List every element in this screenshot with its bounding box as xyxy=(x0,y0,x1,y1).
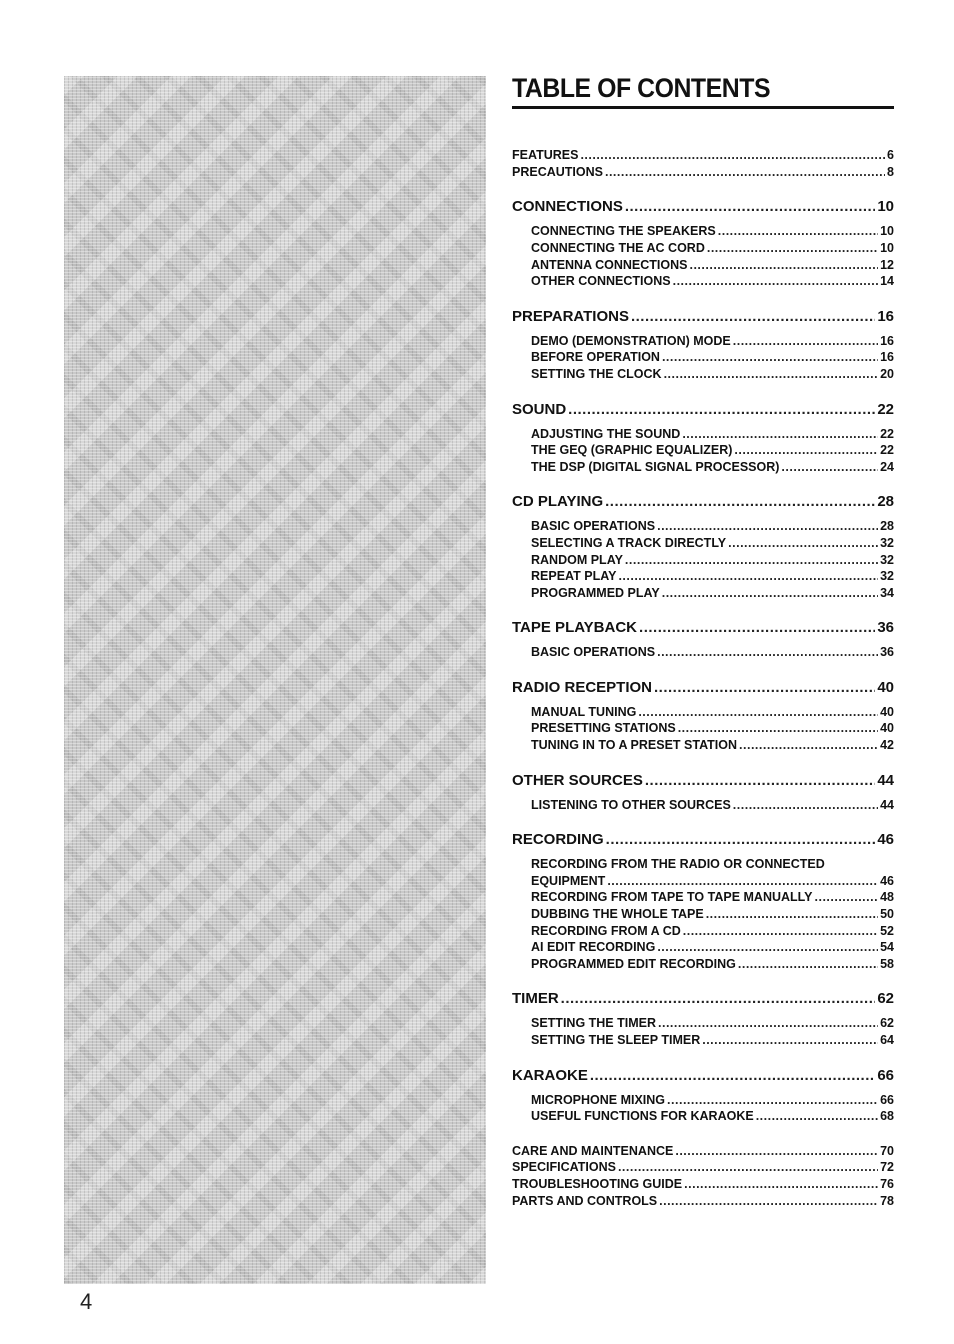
toc-entries xyxy=(512,147,894,1210)
toc-entry[interactable] xyxy=(531,889,894,906)
entry-page: 12 xyxy=(880,257,894,272)
entry-page: 10 xyxy=(880,224,894,239)
toc-entry[interactable] xyxy=(531,906,894,923)
entry-label: RECORDING FROM THE RADIO OR CONNECTED xyxy=(531,857,825,872)
decorative-texture-panel xyxy=(64,76,486,1284)
leader-dots xyxy=(706,906,878,923)
section-radio-reception xyxy=(512,678,894,754)
toc-entry[interactable] xyxy=(531,720,894,737)
leader-dots xyxy=(645,771,875,791)
toc-entry[interactable] xyxy=(531,535,894,552)
entry-page: 40 xyxy=(880,721,894,736)
section-page: 40 xyxy=(877,678,894,696)
section-label: TIMER xyxy=(512,990,559,1008)
leader-dots xyxy=(618,1159,878,1176)
section-items xyxy=(512,223,894,289)
entry-page: 10 xyxy=(880,240,894,255)
entry-label: LISTENING TO OTHER SOURCES xyxy=(531,797,731,812)
leader-dots xyxy=(657,939,878,956)
entry-page: 48 xyxy=(880,890,894,905)
toc-entry[interactable] xyxy=(531,956,894,973)
leader-dots xyxy=(657,518,878,535)
section-heading[interactable] xyxy=(512,678,894,698)
entry-page: 46 xyxy=(880,873,894,888)
leader-dots xyxy=(657,644,878,661)
toc-entry[interactable] xyxy=(531,704,894,721)
leader-dots xyxy=(606,830,876,850)
leader-dots xyxy=(689,257,878,274)
section-items xyxy=(512,644,894,661)
leader-dots xyxy=(664,366,879,383)
entry-label: REPEAT PLAY xyxy=(531,569,617,584)
table-of-contents xyxy=(512,72,894,1210)
section-label: RECORDING xyxy=(512,831,604,849)
section-page: 10 xyxy=(877,198,894,216)
entry-label: RECORDING FROM TAPE TO TAPE MANUALLY xyxy=(531,890,813,905)
leader-dots xyxy=(561,989,876,1009)
section-items xyxy=(512,856,894,972)
leader-dots xyxy=(662,585,878,602)
entry-label: PROGRAMMED EDIT RECORDING xyxy=(531,956,736,971)
entry-label: THE GEQ (GRAPHIC EQUALIZER) xyxy=(531,443,733,458)
section-label: KARAOKE xyxy=(512,1066,588,1084)
leader-dots xyxy=(618,568,878,585)
section-heading[interactable] xyxy=(512,197,894,217)
toc-entry[interactable] xyxy=(531,518,894,535)
leader-dots xyxy=(718,223,878,240)
entry-page: 8 xyxy=(887,164,894,179)
toc-entry[interactable] xyxy=(531,273,894,290)
leader-dots xyxy=(675,1143,878,1160)
section-sound xyxy=(512,400,894,476)
toc-entry[interactable] xyxy=(531,1092,894,1109)
entry-page: 14 xyxy=(880,274,894,289)
entry-label: MICROPHONE MIXING xyxy=(531,1092,666,1107)
leader-dots xyxy=(605,492,875,512)
toc-entry[interactable] xyxy=(531,923,894,940)
entry-page: 36 xyxy=(880,645,894,660)
entry-page: 54 xyxy=(880,940,894,955)
entry-label: TUNING IN TO A PRESET STATION xyxy=(531,738,738,753)
toc-entry[interactable] xyxy=(531,240,894,257)
entry-page: 16 xyxy=(880,350,894,365)
leader-dots xyxy=(568,400,875,420)
leader-dots xyxy=(607,873,878,890)
leader-dots xyxy=(684,1176,878,1193)
leader-dots xyxy=(590,1066,875,1086)
section-heading[interactable] xyxy=(512,400,894,420)
entry-label: ANTENNA CONNECTIONS xyxy=(531,257,688,272)
section-label: OTHER SOURCES xyxy=(512,771,643,789)
entry-label: RANDOM PLAY xyxy=(531,552,623,567)
entry-label: MANUAL TUNING xyxy=(531,704,637,719)
entry-page: 62 xyxy=(880,1016,894,1031)
leader-dots xyxy=(662,349,878,366)
toc-entry[interactable] xyxy=(531,939,894,956)
entry-page: 58 xyxy=(880,956,894,971)
entry-label: RECORDING FROM A CD xyxy=(531,923,681,938)
section-items xyxy=(512,333,894,383)
toc-entry[interactable] xyxy=(531,223,894,240)
section-items xyxy=(512,797,894,814)
entry-page: 64 xyxy=(880,1033,894,1047)
section-label: RADIO RECEPTION xyxy=(512,678,653,696)
entry-label-continuation: EQUIPMENT xyxy=(531,873,606,888)
section-label: CONNECTIONS xyxy=(512,198,623,216)
entry-label: DUBBING THE WHOLE TAPE xyxy=(531,907,704,922)
entry-page: 32 xyxy=(880,552,894,567)
entry-page: 40 xyxy=(880,704,894,719)
leader-dots xyxy=(631,307,875,327)
section-label: TAPE PLAYBACK xyxy=(512,619,638,637)
entry-page: 76 xyxy=(880,1177,894,1192)
entry-page: 50 xyxy=(880,907,894,922)
leader-dots xyxy=(667,1092,878,1109)
leader-dots xyxy=(580,147,885,164)
leader-dots xyxy=(605,164,885,181)
entry-page: 66 xyxy=(880,1092,894,1107)
entry-label: SELECTING A TRACK DIRECTLY xyxy=(531,535,727,550)
section-karaoke xyxy=(512,1066,894,1125)
entry-continuation xyxy=(531,873,894,890)
leader-dots xyxy=(638,704,878,721)
section-label: SOUND xyxy=(512,400,567,418)
entry-label: ADJUSTING THE SOUND xyxy=(531,426,681,441)
section-cd-playing xyxy=(512,492,894,601)
toc-entry[interactable] xyxy=(531,585,894,602)
toc-entry[interactable] xyxy=(531,1108,894,1125)
toc-entry[interactable] xyxy=(531,442,894,459)
entry-label: PARTS AND CONTROLS xyxy=(512,1193,658,1208)
leader-dots xyxy=(682,426,878,443)
section-page: 62 xyxy=(877,990,894,1008)
toc-entry-multiline[interactable] xyxy=(531,856,894,889)
toc-entry[interactable] xyxy=(531,797,894,814)
entry-label: SETTING THE TIMER xyxy=(531,1016,656,1031)
leader-dots xyxy=(673,273,879,290)
section-page: 16 xyxy=(877,307,894,325)
toc-entry[interactable] xyxy=(512,1176,894,1193)
toc-entry[interactable] xyxy=(531,1032,894,1049)
entry-label: TROUBLESHOOTING GUIDE xyxy=(512,1177,683,1192)
entry-label: SETTING THE CLOCK xyxy=(531,366,662,381)
leader-dots xyxy=(781,459,878,476)
toc-entry[interactable] xyxy=(512,147,894,164)
entry-page: 32 xyxy=(880,535,894,550)
entry-label: BEFORE OPERATION xyxy=(531,350,660,365)
section-heading[interactable] xyxy=(512,1066,894,1086)
toc-entry[interactable] xyxy=(512,1159,894,1176)
intro-group xyxy=(512,147,894,180)
entry-page: 42 xyxy=(880,738,894,753)
entry-page: 6 xyxy=(887,148,894,162)
toc-entry[interactable] xyxy=(531,426,894,443)
section-label: PREPARATIONS xyxy=(512,307,629,325)
entry-label: BASIC OPERATIONS xyxy=(531,645,656,660)
entry-page: 16 xyxy=(880,333,894,348)
section-page: 22 xyxy=(877,400,894,418)
entry-page: 52 xyxy=(880,923,894,938)
entry-page: 22 xyxy=(880,443,894,458)
section-heading[interactable] xyxy=(512,618,894,638)
entry-label: CONNECTING THE SPEAKERS xyxy=(531,224,716,239)
entry-label: BASIC OPERATIONS xyxy=(531,519,656,534)
leader-dots xyxy=(625,197,875,217)
entry-label: DEMO (DEMONSTRATION) MODE xyxy=(531,333,731,348)
leader-dots xyxy=(702,1032,878,1049)
leader-dots xyxy=(739,737,878,754)
entry-label: FEATURES xyxy=(512,148,579,162)
toc-entry[interactable] xyxy=(531,552,894,569)
leader-dots xyxy=(683,923,878,940)
entry-page: 34 xyxy=(880,585,894,600)
toc-entry[interactable] xyxy=(531,459,894,476)
entry-page: 44 xyxy=(880,797,894,812)
section-page: 66 xyxy=(877,1066,894,1084)
entry-label: AI EDIT RECORDING xyxy=(531,940,656,955)
toc-entry[interactable] xyxy=(531,737,894,754)
entry-label: OTHER CONNECTIONS xyxy=(531,274,671,289)
leader-dots xyxy=(734,442,878,459)
toc-entry[interactable] xyxy=(531,333,894,350)
leader-dots xyxy=(756,1108,878,1125)
section-heading[interactable] xyxy=(512,492,894,512)
section-heading[interactable] xyxy=(512,307,894,327)
page-number: 4 xyxy=(80,1289,93,1314)
section-page: 36 xyxy=(877,619,894,637)
entry-label: USEFUL FUNCTIONS FOR KARAOKE xyxy=(531,1109,754,1124)
section-tape-playback xyxy=(512,618,894,661)
toc-entry[interactable] xyxy=(531,257,894,274)
section-items xyxy=(512,426,894,476)
section-label: CD PLAYING xyxy=(512,493,604,511)
entry-page: 68 xyxy=(880,1109,894,1124)
section-items xyxy=(512,704,894,754)
leader-dots xyxy=(733,797,878,814)
toc-entry[interactable] xyxy=(531,349,894,366)
entry-page: 32 xyxy=(880,569,894,584)
toc-entry[interactable] xyxy=(531,366,894,383)
leader-dots xyxy=(678,720,878,737)
entry-label: SPECIFICATIONS xyxy=(512,1160,616,1175)
page-title: TABLE OF CONTENTS xyxy=(512,73,771,103)
leader-dots xyxy=(738,956,878,973)
section-items xyxy=(512,1092,894,1125)
entry-label: PRESETTING STATIONS xyxy=(531,721,676,736)
section-heading[interactable] xyxy=(512,771,894,791)
entry-label: SETTING THE SLEEP TIMER xyxy=(531,1033,701,1047)
leader-dots xyxy=(625,552,878,569)
toc-entry[interactable] xyxy=(512,164,894,181)
entry-label: CONNECTING THE AC CORD xyxy=(531,240,705,255)
entry-page: 72 xyxy=(880,1160,894,1175)
section-connections xyxy=(512,197,894,289)
entry-label: PRECAUTIONS xyxy=(512,164,603,179)
entry-page: 70 xyxy=(880,1143,894,1158)
toc-entry[interactable] xyxy=(531,1015,894,1032)
section-other-sources xyxy=(512,771,894,814)
section-heading[interactable] xyxy=(512,830,894,850)
section-page: 46 xyxy=(877,831,894,849)
leader-dots xyxy=(639,618,875,638)
entry-label: THE DSP (DIGITAL SIGNAL PROCESSOR) xyxy=(531,459,780,474)
leader-dots xyxy=(658,1015,878,1032)
leader-dots xyxy=(728,535,878,552)
toc-entry[interactable] xyxy=(531,644,894,661)
appendix-group xyxy=(512,1143,894,1210)
entry-label: CARE AND MAINTENANCE xyxy=(512,1143,674,1158)
leader-dots xyxy=(707,240,878,257)
toc-entry[interactable] xyxy=(512,1143,894,1160)
title-rule xyxy=(512,106,894,109)
leader-dots xyxy=(733,333,878,350)
entry-label: PROGRAMMED PLAY xyxy=(531,585,660,600)
entry-page: 24 xyxy=(880,459,894,474)
toc-entry[interactable] xyxy=(512,1193,894,1210)
section-items xyxy=(512,1015,894,1048)
entry-page: 78 xyxy=(880,1193,894,1208)
section-preparations xyxy=(512,307,894,383)
entry-page: 22 xyxy=(880,426,894,441)
entry-page: 28 xyxy=(880,519,894,534)
section-page: 44 xyxy=(877,771,894,789)
section-page: 28 xyxy=(877,493,894,511)
section-recording xyxy=(512,830,894,972)
leader-dots xyxy=(654,678,875,698)
section-items xyxy=(512,518,894,601)
section-timer xyxy=(512,989,894,1048)
leader-dots xyxy=(659,1193,878,1210)
section-heading[interactable] xyxy=(512,989,894,1009)
entry-page: 20 xyxy=(880,366,894,381)
toc-entry[interactable] xyxy=(531,568,894,585)
leader-dots xyxy=(815,889,879,906)
